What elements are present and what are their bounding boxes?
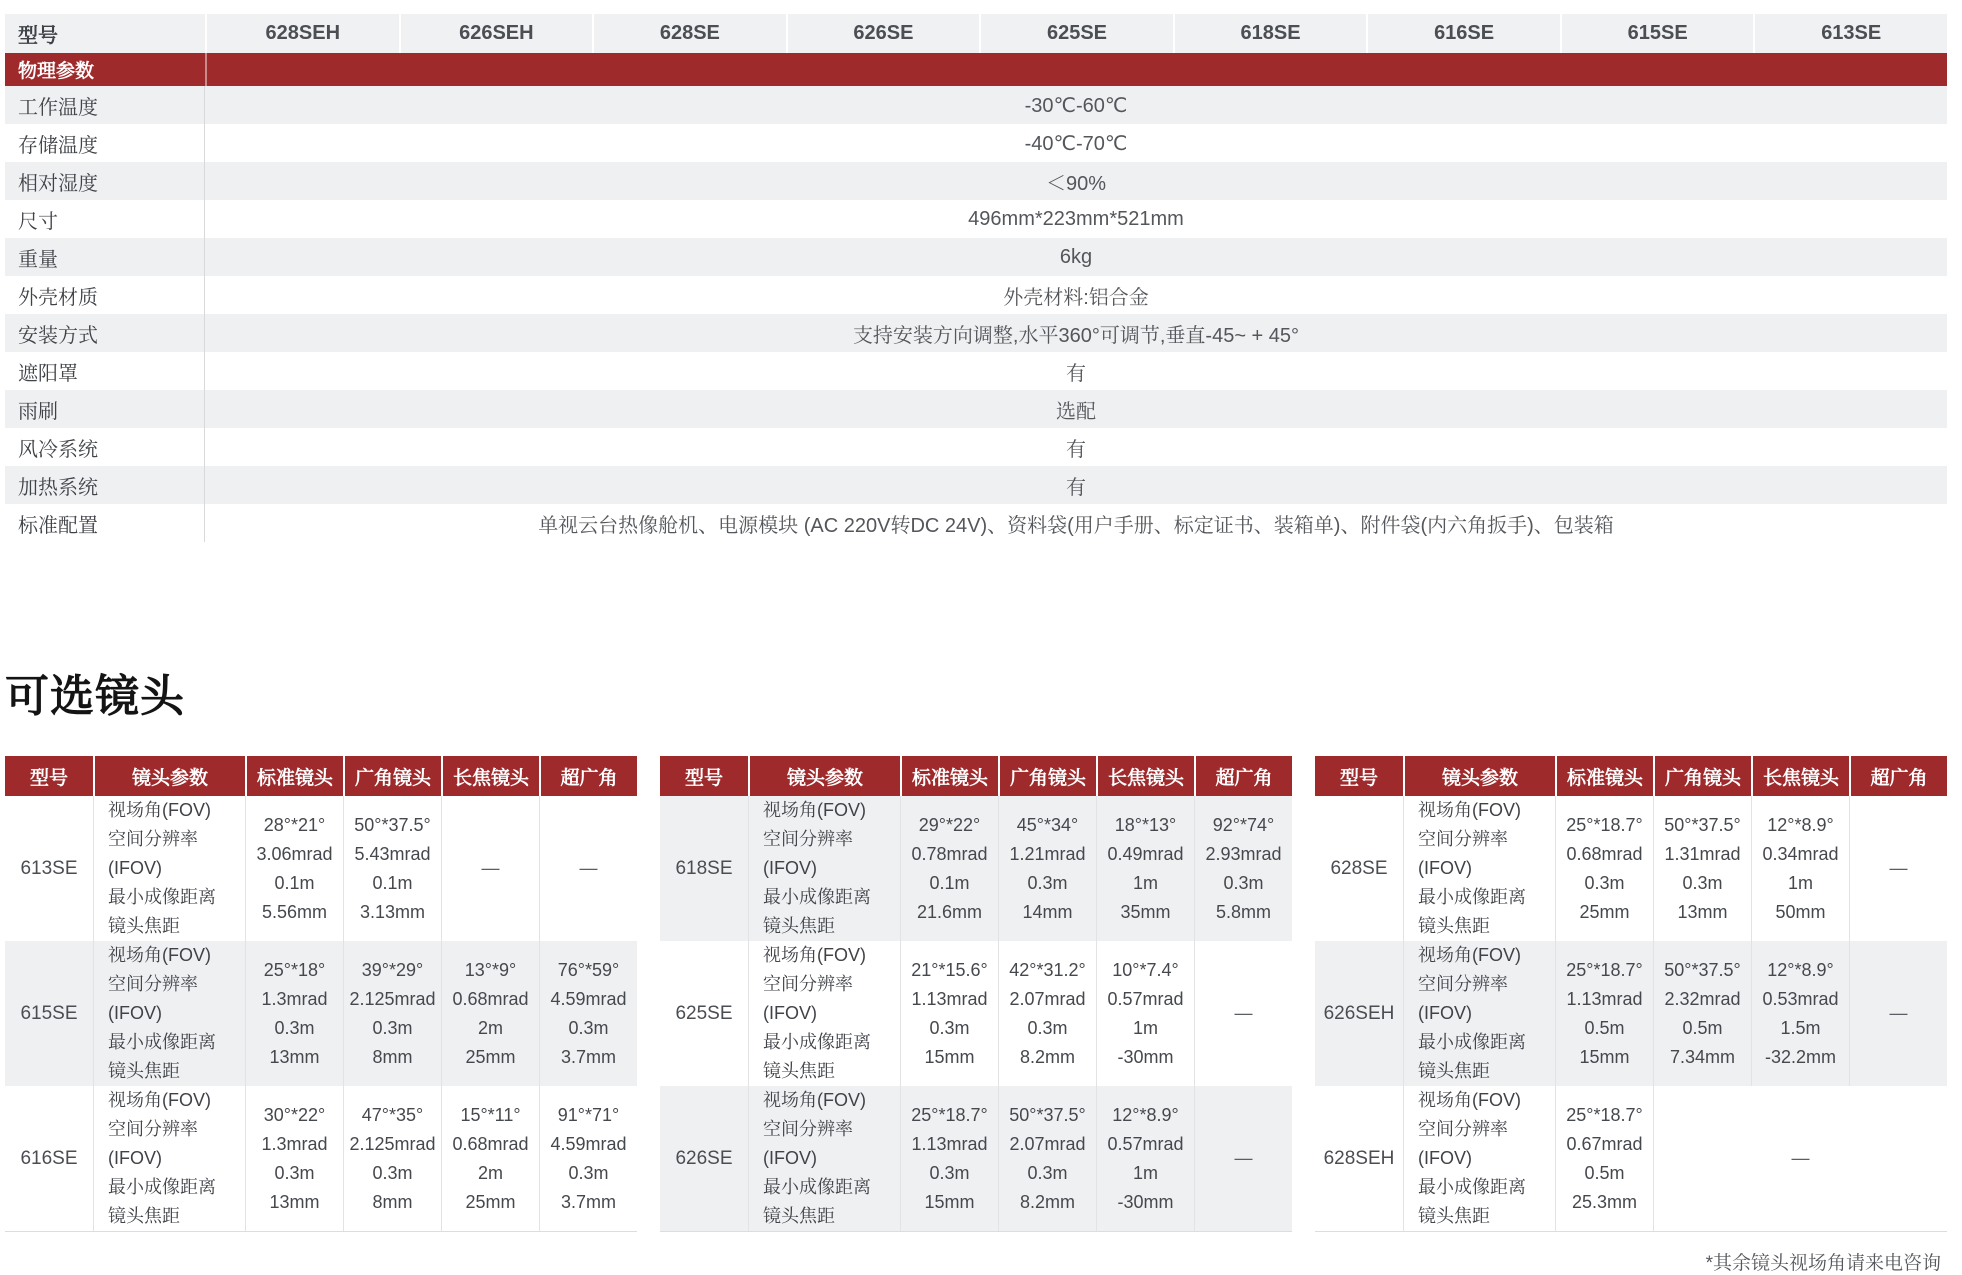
spec-row (5, 124, 1947, 162)
spec-rows (5, 86, 1947, 542)
lens-param-label: 视场角(FOV) (1418, 800, 1521, 820)
lens-value-line: -32.2mm (1764, 1046, 1836, 1067)
lens-value-line: 0.78mrad (911, 843, 988, 864)
spec-row-label: 外壳材质 (5, 276, 205, 314)
lens-value-line: 0.1m (929, 872, 970, 893)
lens-value-cell (441, 1086, 539, 1231)
lens-value-line: 0.68mrad (452, 1133, 529, 1154)
lens-model-cell: 628SEH (1323, 1148, 1395, 1169)
lens-value-line: 25°*18.7° (1566, 814, 1643, 835)
lens-dash-cell: — (1194, 941, 1292, 1086)
lens-value-line: 13mm (269, 1191, 320, 1212)
model-header-cell: 626SEH (399, 14, 593, 53)
lens-param-label: 镜头焦距 (763, 1206, 835, 1226)
lens-value-line: 13mm (1677, 901, 1728, 922)
lens-value-line: 15°*11° (460, 1104, 521, 1125)
lens-value-line: 1m (1132, 1017, 1158, 1038)
lens-value-cell (998, 796, 1096, 941)
spec-row-value: 496mm*223mm*521mm (968, 207, 1184, 230)
lens-value-line: 10°*7.4° (1112, 959, 1179, 980)
lens-value-cell (1555, 941, 1653, 1086)
lens-param-label: 镜头焦距 (763, 916, 835, 936)
lens-table-row (5, 796, 637, 941)
lens-value-line: 7.34mm (1669, 1046, 1736, 1067)
lens-value-line: 21.6mm (916, 901, 983, 922)
lens-value-line: 0.3m (372, 1017, 413, 1038)
lens-param-label: 最小成像距离 (763, 887, 871, 907)
lens-value-line: 1.13mrad (911, 1133, 988, 1154)
lens-merged-dash-cell: — (1653, 1086, 1947, 1231)
lens-param-label: 最小成像距离 (763, 1032, 871, 1052)
lens-table-row (1315, 1086, 1947, 1231)
lens-section-title: 可选镜头 (5, 672, 185, 721)
section-band-rest (205, 53, 1947, 86)
lens-value-line: 28°*21° (263, 814, 326, 835)
lens-header-cell: 镜头参数 (748, 756, 900, 796)
lens-value-line: 25mm (465, 1191, 516, 1212)
lens-value-line: 15mm (1579, 1046, 1630, 1067)
spec-header-row (5, 14, 1947, 53)
lens-param-label: 空间分辨率(IFOV) (763, 974, 853, 1023)
lens-header-cell: 型号 (1339, 767, 1378, 789)
lens-value-cell (1555, 1086, 1653, 1231)
spec-row-value: 外壳材料:铝合金 (1003, 286, 1149, 309)
lens-value-line: 1.5m (1780, 1017, 1821, 1038)
lens-header-cell: 型号 (29, 767, 68, 789)
section-band-label: 物理参数 (18, 61, 95, 82)
lens-value-cell (343, 1086, 441, 1231)
lens-param-labels (1403, 1086, 1555, 1231)
lens-value-line: 39°*29° (361, 959, 424, 980)
spec-row-label: 安装方式 (5, 314, 205, 352)
lens-value-line: 8.2mm (1019, 1191, 1075, 1212)
lens-table-row (660, 796, 1292, 941)
lens-value-line: 2m (477, 1162, 503, 1183)
lens-table (660, 756, 1292, 1232)
spec-row-value: 6kg (1059, 245, 1093, 268)
lens-value-cell (245, 1086, 343, 1231)
lens-param-labels (93, 941, 245, 1086)
lens-value-line: 21°*15.6° (911, 959, 988, 980)
lens-param-label: 最小成像距离 (108, 887, 216, 907)
spec-row (5, 390, 1947, 428)
lens-param-label: 镜头焦距 (108, 1206, 180, 1226)
spec-row-label: 工作温度 (5, 86, 205, 124)
lens-value-line: 0.3m (1027, 1017, 1068, 1038)
lens-header-cell: 超广角 (539, 756, 637, 796)
lens-value-line: 45°*34° (1016, 814, 1079, 835)
lens-value-cell (998, 941, 1096, 1086)
lens-value-line: 0.57mrad (1107, 988, 1184, 1009)
lens-value-line: 12°*8.9° (1767, 959, 1834, 980)
lens-value-line: 5.56mm (261, 901, 328, 922)
model-header-cell: 625SE (979, 14, 1173, 53)
lens-param-label: 视场角(FOV) (108, 945, 211, 965)
model-header-cell: 613SE (1753, 14, 1947, 53)
lens-value-cell (1751, 796, 1849, 941)
lens-value-line: 1.3mrad (261, 1133, 328, 1154)
lens-value-line: 13mm (269, 1046, 320, 1067)
lens-param-labels (93, 796, 245, 941)
lens-value-line: 4.59mrad (550, 1133, 627, 1154)
lens-param-label: 最小成像距离 (1418, 1032, 1526, 1052)
spec-row (5, 466, 1947, 504)
lens-param-label: 最小成像距离 (1418, 887, 1526, 907)
lens-value-cell (245, 796, 343, 941)
lens-param-label: 视场角(FOV) (108, 1090, 211, 1110)
lens-param-label: 视场角(FOV) (108, 800, 211, 820)
lens-value-line: 1.21mrad (1009, 843, 1086, 864)
lens-header-cell: 标准镜头 (245, 756, 343, 796)
lens-header-cell: 长焦镜头 (441, 756, 539, 796)
lens-param-label: 视场角(FOV) (1418, 945, 1521, 965)
lens-value-cell (900, 1086, 998, 1231)
spec-row-value: 单视云台热像舱机、电源模块 (AC 220V转DC 24V)、资料袋(用户手册、标定证书、装箱单)、附件袋(内六角扳手)、包装箱 (538, 514, 1614, 537)
spec-row-value: 选配 (1056, 400, 1096, 423)
model-header-cell: 628SE (592, 14, 786, 53)
model-header-cell: 618SE (1173, 14, 1367, 53)
spec-row-label: 重量 (5, 238, 205, 276)
spec-table (5, 14, 1947, 542)
lens-header-cell: 镜头参数 (1403, 756, 1555, 796)
lens-value-line: 8.2mm (1019, 1046, 1075, 1067)
lens-table-row (660, 941, 1292, 1086)
lens-param-label: 空间分辨率(IFOV) (108, 1119, 198, 1168)
lens-value-line: 1m (1132, 1162, 1158, 1183)
lens-table-row (1315, 796, 1947, 941)
lens-value-line: 0.68mrad (1566, 843, 1643, 864)
lens-header-cell: 标准镜头 (1555, 756, 1653, 796)
model-header-cell: 616SE (1366, 14, 1560, 53)
lens-param-label: 视场角(FOV) (1418, 1090, 1521, 1110)
lens-value-line: -30mm (1117, 1046, 1174, 1067)
lens-footnote: *其余镜头视场角请来电咨询 (1705, 1253, 1941, 1274)
spec-row-label: 遮阳罩 (5, 352, 205, 390)
lens-value-line: 13°*9° (464, 959, 517, 980)
lens-model-cell: 625SE (675, 1003, 733, 1024)
lens-param-label: 空间分辨率(IFOV) (1418, 974, 1508, 1023)
lens-param-label: 镜头焦距 (1418, 1061, 1490, 1081)
lens-header-cell: 广角镜头 (1653, 756, 1751, 796)
lens-value-line: 47°*35° (361, 1104, 424, 1125)
lens-param-label: 镜头焦距 (1418, 916, 1490, 936)
lens-value-line: 1m (1132, 872, 1158, 893)
lens-value-line: 25°*18.7° (1566, 959, 1643, 980)
lens-value-line: 5.43mrad (354, 843, 431, 864)
lens-param-label: 空间分辨率(IFOV) (108, 974, 198, 1023)
lens-value-cell (441, 941, 539, 1086)
lens-value-line: 29°*22° (918, 814, 981, 835)
lens-param-label: 镜头焦距 (108, 1061, 180, 1081)
lens-param-label: 最小成像距离 (108, 1177, 216, 1197)
lens-value-line: 3.7mm (560, 1191, 616, 1212)
spec-row-label: 雨刷 (5, 390, 205, 428)
lens-param-label: 视场角(FOV) (763, 945, 866, 965)
lens-value-line: 50mm (1775, 901, 1826, 922)
spec-row-value: 有 (1066, 362, 1086, 385)
lens-param-labels (1403, 941, 1555, 1086)
model-header-cell: 628SEH (205, 14, 399, 53)
lens-value-cell (1751, 941, 1849, 1086)
lens-value-cell (343, 796, 441, 941)
lens-value-line: 0.3m (372, 1162, 413, 1183)
lens-value-line: 0.3m (929, 1162, 970, 1183)
lens-dash-cell: — (441, 796, 539, 941)
lens-value-line: 30°*22° (263, 1104, 326, 1125)
lens-value-cell (1096, 796, 1194, 941)
lens-value-line: 15mm (924, 1046, 975, 1067)
model-header-cell: 615SE (1560, 14, 1754, 53)
lens-model-cell: 626SE (675, 1148, 733, 1169)
lens-table-row (5, 941, 637, 1086)
lens-model-cell: 613SE (20, 858, 78, 879)
spec-row (5, 86, 1947, 124)
spec-row (5, 276, 1947, 314)
lens-value-line: 12°*8.9° (1112, 1104, 1179, 1125)
spec-row-value: ＜90% (1045, 172, 1107, 195)
lens-table-row (1315, 941, 1947, 1086)
lens-value-line: 25°*18° (263, 959, 326, 980)
spec-row (5, 352, 1947, 390)
lens-value-cell (998, 1086, 1096, 1231)
spec-row-value: -40℃-70℃ (1024, 132, 1128, 155)
lens-table-row (660, 1086, 1292, 1231)
lens-dash-cell: — (1849, 941, 1947, 1086)
lens-header-cell: 广角镜头 (998, 756, 1096, 796)
lens-value-line: 15mm (924, 1191, 975, 1212)
lens-param-labels (93, 1086, 245, 1231)
lens-value-line: 0.5m (1682, 1017, 1723, 1038)
model-header-cell: 626SE (786, 14, 980, 53)
lens-value-line: 0.3m (274, 1017, 315, 1038)
lens-value-line: 25mm (465, 1046, 516, 1067)
lens-model-cell: 616SE (20, 1148, 78, 1169)
lens-value-cell (1555, 796, 1653, 941)
lens-param-label: 空间分辨率(IFOV) (763, 1119, 853, 1168)
lens-value-line: 8mm (372, 1191, 413, 1212)
lens-value-line: 5.8mm (1215, 901, 1271, 922)
lens-value-line: 2.125mrad (349, 988, 436, 1009)
lens-value-line: 2.07mrad (1009, 1133, 1086, 1154)
lens-value-line: 4.59mrad (550, 988, 627, 1009)
lens-dash-cell: — (539, 796, 637, 941)
lens-param-label: 镜头焦距 (1418, 1206, 1490, 1226)
lens-value-line: 35mm (1120, 901, 1171, 922)
spec-row-value: 支持安装方向调整,水平360°可调节,垂直-45~ + 45° (852, 324, 1300, 347)
spec-row (5, 162, 1947, 200)
spec-row (5, 238, 1947, 276)
lens-model-cell: 628SE (1330, 858, 1388, 879)
lens-value-line: 2m (477, 1017, 503, 1038)
spec-row-label: 风冷系统 (5, 428, 205, 466)
lens-value-line: 25.3mm (1571, 1191, 1638, 1212)
lens-value-line: 0.3m (1584, 872, 1625, 893)
lens-value-line: 50°*37.5° (1664, 959, 1741, 980)
lens-value-line: 50°*37.5° (354, 814, 431, 835)
lens-table (1315, 756, 1947, 1232)
lens-header-cell: 镜头参数 (93, 756, 245, 796)
lens-value-line: 1.13mrad (911, 988, 988, 1009)
lens-param-labels (748, 1086, 900, 1231)
lens-value-cell (245, 941, 343, 1086)
lens-value-cell (539, 1086, 637, 1231)
lens-value-line: 0.68mrad (452, 988, 529, 1009)
spec-row-label: 加热系统 (5, 466, 205, 504)
lens-value-line: 1.31mrad (1664, 843, 1741, 864)
lens-value-line: 42°*31.2° (1009, 959, 1086, 980)
spec-row-value: 有 (1066, 476, 1086, 499)
lens-param-labels (1403, 796, 1555, 941)
spec-row-label: 尺寸 (5, 200, 205, 238)
lens-value-cell (343, 941, 441, 1086)
spec-row-value: -30℃-60℃ (1024, 94, 1128, 117)
lens-value-line: 0.3m (1223, 872, 1264, 893)
lens-tables (5, 756, 1947, 1232)
lens-value-cell (539, 941, 637, 1086)
spec-row (5, 504, 1947, 542)
spec-row-value: 有 (1066, 438, 1086, 461)
lens-value-line: 0.34mrad (1762, 843, 1839, 864)
lens-table-row (5, 1086, 637, 1231)
lens-value-line: 25°*18.7° (1566, 1104, 1643, 1125)
lens-header-cell: 长焦镜头 (1096, 756, 1194, 796)
lens-value-line: 25°*18.7° (911, 1104, 988, 1125)
model-column-label: 型号 (18, 25, 58, 47)
lens-param-label: 视场角(FOV) (763, 1090, 866, 1110)
lens-value-cell (1653, 941, 1751, 1086)
lens-model-cell: 626SEH (1323, 1003, 1395, 1024)
lens-value-cell (900, 796, 998, 941)
lens-value-line: 92°*74° (1212, 814, 1275, 835)
lens-value-line: 3.06mrad (256, 843, 333, 864)
lens-value-line: 0.3m (274, 1162, 315, 1183)
lens-param-labels (748, 941, 900, 1086)
lens-value-cell (1653, 796, 1751, 941)
lens-value-line: 3.13mm (359, 901, 426, 922)
lens-value-line: 8mm (372, 1046, 413, 1067)
lens-header-cell: 超广角 (1849, 756, 1947, 796)
spec-row-label: 存储温度 (5, 124, 205, 162)
lens-table-header (5, 756, 637, 796)
lens-value-line: 0.3m (568, 1162, 609, 1183)
lens-value-line: 3.7mm (560, 1046, 616, 1067)
lens-value-line: 0.53mrad (1762, 988, 1839, 1009)
lens-value-line: 0.49mrad (1107, 843, 1184, 864)
lens-value-line: 2.125mrad (349, 1133, 436, 1154)
lens-value-line: 50°*37.5° (1664, 814, 1741, 835)
lens-model-cell: 615SE (20, 1003, 78, 1024)
lens-param-label: 空间分辨率(IFOV) (1418, 1119, 1508, 1168)
lens-value-line: 0.3m (929, 1017, 970, 1038)
spec-row (5, 314, 1947, 352)
lens-header-cell: 长焦镜头 (1751, 756, 1849, 796)
lens-value-line: 1.13mrad (1566, 988, 1643, 1009)
lens-param-label: 最小成像距离 (1418, 1177, 1526, 1197)
lens-value-line: 25mm (1579, 901, 1630, 922)
lens-value-line: 0.67mrad (1566, 1133, 1643, 1154)
lens-param-label: 最小成像距离 (763, 1177, 871, 1197)
lens-value-line: -30mm (1117, 1191, 1174, 1212)
lens-value-line: 0.3m (568, 1017, 609, 1038)
lens-value-line: 1.3mrad (261, 988, 328, 1009)
lens-header-cell: 型号 (684, 767, 723, 789)
lens-value-line: 0.3m (1027, 872, 1068, 893)
lens-param-label: 空间分辨率(IFOV) (763, 829, 853, 878)
spec-row (5, 428, 1947, 466)
lens-param-label: 最小成像距离 (108, 1032, 216, 1052)
lens-param-labels (748, 796, 900, 941)
lens-header-cell: 标准镜头 (900, 756, 998, 796)
lens-value-line: 0.5m (1584, 1162, 1625, 1183)
lens-value-cell (1194, 796, 1292, 941)
spec-row (5, 200, 1947, 238)
lens-value-line: 18°*13° (1114, 814, 1177, 835)
lens-value-cell (1096, 1086, 1194, 1231)
lens-dash-cell: — (1194, 1086, 1292, 1231)
lens-value-line: 2.32mrad (1664, 988, 1741, 1009)
lens-value-line: 2.07mrad (1009, 988, 1086, 1009)
lens-value-line: 76°*59° (557, 959, 620, 980)
lens-value-line: 1m (1787, 872, 1813, 893)
lens-value-line: 0.3m (1027, 1162, 1068, 1183)
lens-value-line: 0.5m (1584, 1017, 1625, 1038)
lens-value-line: 2.93mrad (1205, 843, 1282, 864)
lens-value-line: 0.3m (1682, 872, 1723, 893)
spec-row-label: 标准配置 (5, 504, 205, 542)
lens-dash-cell: — (1849, 796, 1947, 941)
lens-param-label: 镜头焦距 (108, 916, 180, 936)
lens-value-line: 12°*8.9° (1767, 814, 1834, 835)
lens-param-label: 视场角(FOV) (763, 800, 866, 820)
lens-value-line: 0.57mrad (1107, 1133, 1184, 1154)
lens-table (5, 756, 637, 1232)
section-band-physical (5, 53, 1947, 86)
lens-value-cell (1096, 941, 1194, 1086)
lens-value-line: 14mm (1022, 901, 1073, 922)
lens-param-label: 空间分辨率(IFOV) (1418, 829, 1508, 878)
lens-value-cell (900, 941, 998, 1086)
lens-table-header (660, 756, 1292, 796)
lens-value-line: 0.1m (372, 872, 413, 893)
lens-param-label: 镜头焦距 (763, 1061, 835, 1081)
lens-header-cell: 超广角 (1194, 756, 1292, 796)
lens-param-label: 空间分辨率(IFOV) (108, 829, 198, 878)
lens-value-line: 0.1m (274, 872, 315, 893)
lens-value-line: 50°*37.5° (1009, 1104, 1086, 1125)
spec-row-label: 相对湿度 (5, 162, 205, 200)
lens-header-cell: 广角镜头 (343, 756, 441, 796)
lens-model-cell: 618SE (675, 858, 733, 879)
lens-table-header (1315, 756, 1947, 796)
lens-value-line: 91°*71° (557, 1104, 620, 1125)
